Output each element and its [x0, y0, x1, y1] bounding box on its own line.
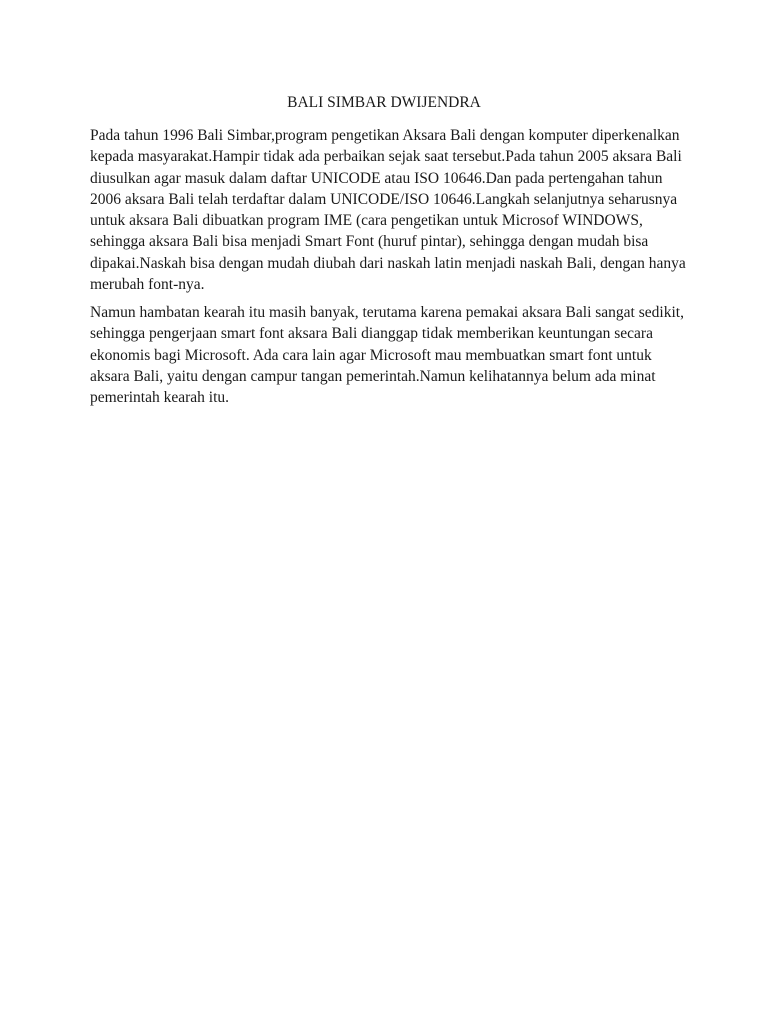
paragraph-line: diusulkan agar masuk dalam daftar UNICODE atau ISO 10646.Dan pada pertengahan tahun: [90, 169, 663, 187]
paragraph-line: untuk aksara Bali dibuatkan program IME (cara pengetikan untuk Microsof WINDOWS,: [90, 212, 643, 230]
document-title: BALI SIMBAR DWIJENDRA: [287, 94, 481, 111]
paragraph-line: sehingga aksara Bali bisa menjadi Smart Font (huruf pintar), sehingga dengan mudah bisa: [90, 233, 649, 251]
paragraph-line: ekonomis bagi Microsoft. Ada cara lain agar Microsoft mau membuatkan smart font untuk: [90, 346, 652, 364]
paragraph-line: Pada tahun 1996 Bali Simbar,program pengetikan Aksara Bali dengan komputer diperkenalkan: [90, 127, 680, 144]
paragraph-line: Namun hambatan kearah itu masih banyak, terutama karena pemakai aksara Bali sangat sedikit,: [90, 304, 684, 321]
paragraph-2: [90, 302, 705, 408]
paragraph-line: pemerintah kearah itu.: [90, 389, 230, 407]
paragraph-line: merubah font-nya.: [90, 276, 205, 294]
paragraph-line: kepada masyarakat.Hampir tidak ada perbaikan sejak saat tersebut.Pada tahun 2005 aksara Bali: [90, 148, 682, 166]
paragraph-line: dipakai.Naskah bisa dengan mudah diubah dari naskah latin menjadi naskah Bali, dengan hanya: [90, 254, 686, 272]
paragraph-line: 2006 aksara Bali telah terdaftar dalam UNICODE/ISO 10646.Langkah selanjutnya seharusnya: [90, 190, 678, 208]
paragraph-1: [90, 125, 705, 295]
paragraph-line: aksara Bali, yaitu dengan campur tangan pemerintah.Namun kelihatannya belum ada minat: [90, 367, 656, 385]
paragraph-line: sehingga pengerjaan smart font aksara Bali dianggap tidak memberikan keuntungan secara: [90, 325, 653, 343]
